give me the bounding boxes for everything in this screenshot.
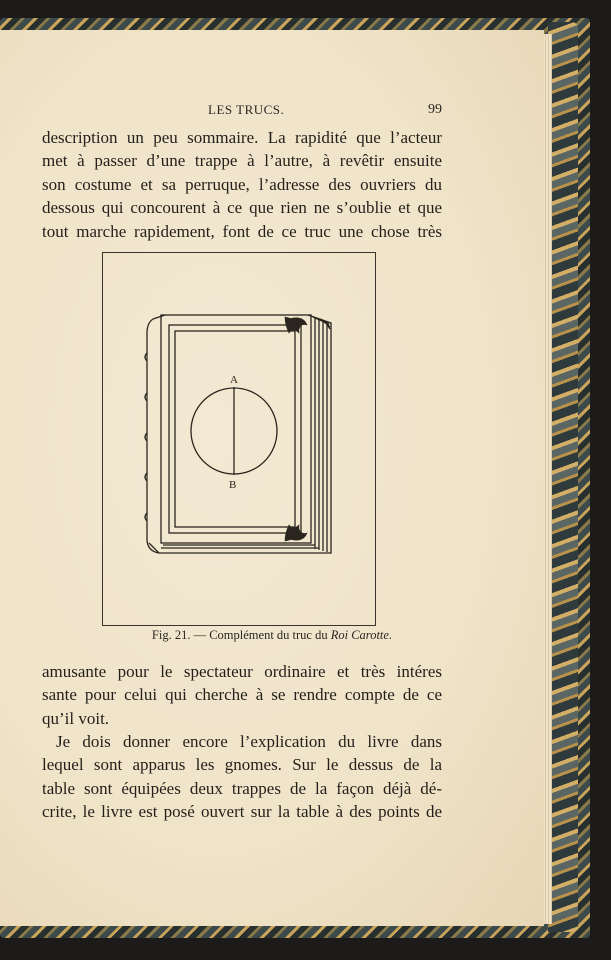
text-line: amusante pour le spectateur ordinaire et très intéres — [42, 662, 442, 681]
text-line: crite, le livre est posé ouvert sur la table à des points de — [42, 802, 442, 822]
running-head-title: LES TRUCS. — [208, 102, 285, 117]
text-line: tout marche rapidement, font de ce truc une chose très — [42, 221, 442, 241]
running-head — [0, 100, 544, 120]
text-line: description un peu sommaire. La rapidité que l’acteur — [42, 128, 442, 147]
paragraph-next — [42, 730, 442, 824]
figure-frame — [102, 252, 376, 626]
page-number: 99 — [428, 102, 442, 117]
figure-caption — [0, 628, 544, 643]
text-line: qu’il voit. — [42, 708, 110, 728]
text-line: son costume et sa perruque, l’adresse des ouvriers du — [42, 174, 442, 194]
text-line: dessous qui concourent à ce que rien ne s’oublie et que — [42, 198, 442, 218]
paragraph-top — [42, 126, 442, 243]
label-a: A — [230, 374, 238, 386]
marbled-cover-edge — [548, 22, 578, 932]
book-page — [0, 30, 544, 926]
text-line: sante pour celui qui cherche à se rendre compte de ce — [42, 685, 442, 705]
label-b: B — [229, 479, 237, 491]
text-line: table sont équipées deux trappes de la façon déjà dé- — [42, 778, 442, 798]
text-line: Je dois donner encore l’explication du livre dans — [56, 732, 442, 751]
text-line: met à passer d’une trappe à l’autre, à revêtir ensuite — [42, 151, 442, 171]
paragraph-bottom — [42, 660, 442, 730]
book-illustration — [103, 253, 375, 625]
caption-prefix: Fig. 21. — Complément du truc du — [151, 628, 328, 642]
caption-title: Roi Carotte. — [330, 628, 393, 642]
text-line: lequel sont apparus les gnomes. Sur le dessus de la — [42, 755, 442, 775]
